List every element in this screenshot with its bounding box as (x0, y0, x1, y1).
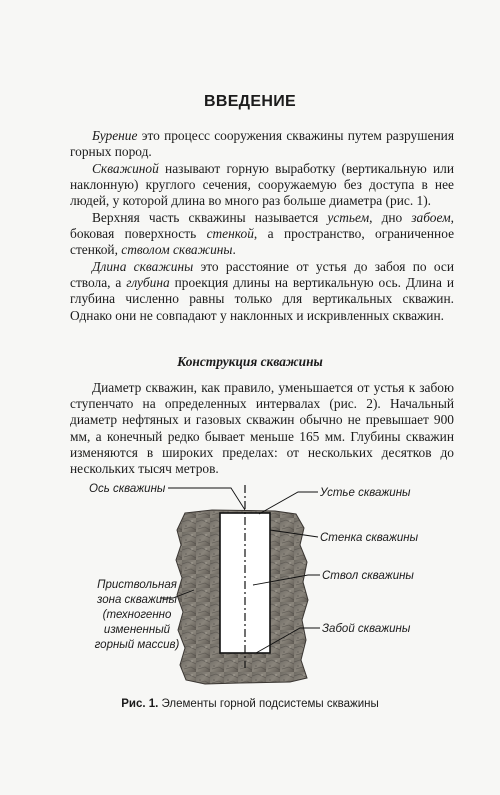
text-fragment: , боковая поверхность (70, 210, 455, 242)
label-axis: Ось скважины (89, 483, 166, 495)
paragraph-well-text: называют горную выработку (вертикальную или наклонную) круглого сечения, сооружаемую без доступа в нее людей, у которой длина во много раз больше диаметра (рис. 1). (70, 161, 454, 209)
text-fragment: Верхняя часть скважины называется (92, 210, 328, 225)
label-mouth: Устье скважины (320, 487, 411, 499)
figure-caption (0, 698, 500, 710)
term-trunk: стволом скважины (121, 242, 233, 258)
zone-line: Приствольная (97, 579, 177, 591)
term-drilling: Бурение (92, 128, 138, 143)
term-bottom: забоем (411, 210, 451, 225)
caption-text: Элементы горной подсистемы скважины (158, 698, 379, 710)
label-zone (95, 579, 180, 651)
label-wall: Стенка скважины (320, 532, 419, 544)
section-heading: Конструкция скважины (177, 354, 323, 369)
paragraph-diameter: Диаметр скважин, как правило, уменьшается от устья к забою ступенчато на определенных интервалах (рис. 2). Начальный диаметр нефтяных и газовых скважин обычно не превышает 900 мм, а конечный редко бывает меньше 165 мм. Глубины скважин изменяются в широких пределах: от нескольких десятков до нескольких тысяч метров. (70, 380, 454, 477)
text-fragment: . (232, 242, 236, 258)
term-well: Скважиной (92, 161, 159, 176)
term-wall: стенкой (206, 226, 254, 242)
caption-number: Рис. 1. (121, 698, 159, 710)
text-fragment: , дно (369, 210, 412, 225)
term-mouth: устьем (327, 210, 370, 225)
zone-line: горный массив) (94, 639, 180, 651)
zone-line: зона скважины (97, 594, 177, 606)
zone-line: измененный (103, 624, 171, 636)
text-fragment: проекция длины на вертикальную ось. Длина и глубина численно равны только для вертикальных скважин. Однако они не совпадают у наклонных и искривленных скважин. (70, 275, 454, 323)
label-trunk: Ствол скважины (322, 570, 414, 582)
paragraph-drilling-text: это процесс сооружения скважины путем разрушения горных пород. (70, 128, 454, 160)
page-heading: ВВЕДЕНИЕ (204, 93, 296, 110)
zone-line: (техногенно (102, 609, 172, 621)
text-fragment: , а пространство, ограниченное стенкой, (70, 226, 455, 258)
label-bottom: Забой скважины (322, 623, 411, 635)
term-length: Длина скважины (92, 259, 194, 274)
term-depth: глубина (126, 275, 170, 291)
text-fragment: это расстояние от устья до забоя по оси ствола, а (70, 259, 454, 291)
leader-axis (168, 488, 245, 510)
